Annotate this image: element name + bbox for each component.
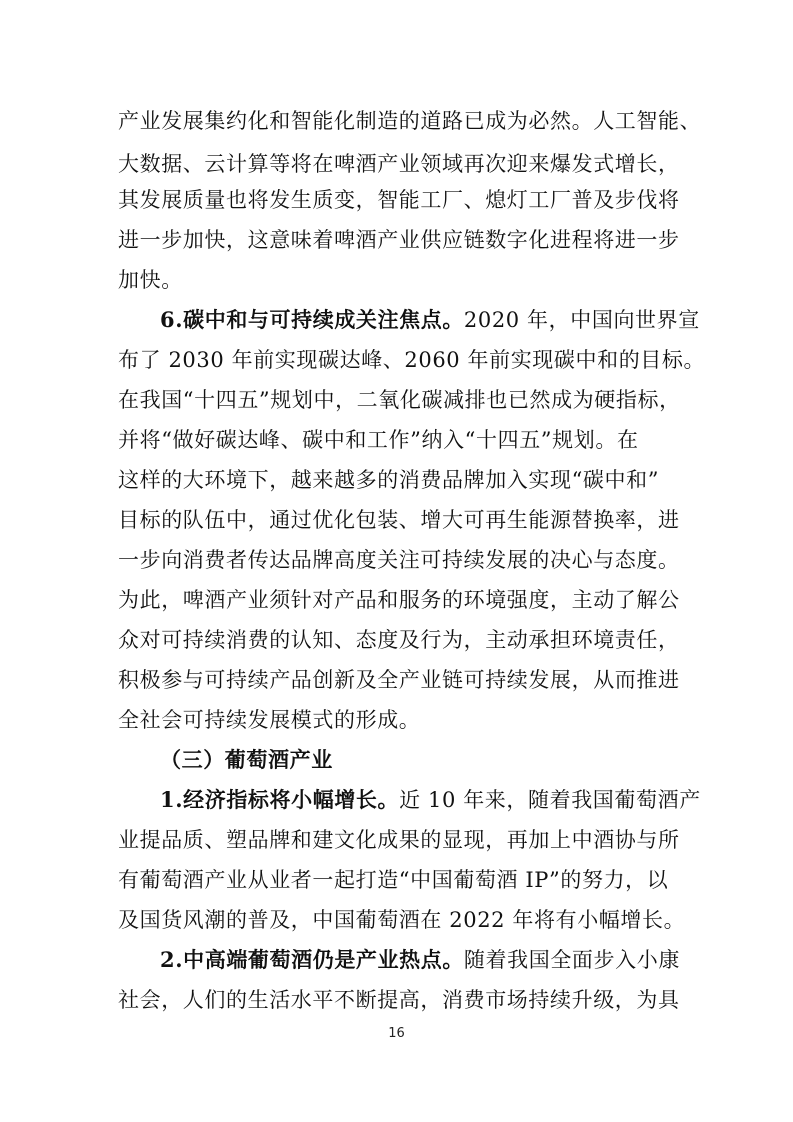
- line: 6.碳中和与可持续成关注焦点。2020 年，中国向世界宣: [160, 307, 700, 332]
- line: 并将“做好碳达峰、碳中和工作”纳入“十四五”规划。在: [118, 428, 639, 452]
- line: 为此，啤酒产业须针对产品和服务的环境强度，主动了解公: [118, 588, 680, 612]
- line: 产业发展集约化和智能化制造的道路已成为必然。人工智能、: [118, 109, 702, 133]
- line: 及国货风潮的普及，中国葡萄酒在 2022 年将有小幅增长。: [118, 908, 686, 932]
- line: 众对可持续消费的认知、态度及行为，主动承担环境责任，: [118, 628, 680, 652]
- line: 2.中高端葡萄酒仍是产业热点。随着我国全面步入小康: [160, 947, 680, 972]
- line: 1.经济指标将小幅增长。近 10 年来，随着我国葡萄酒产: [160, 787, 701, 812]
- line: 进一步加快，这意味着啤酒产业供应链数字化进程将进一步: [118, 228, 680, 252]
- line: 加快。: [118, 268, 183, 292]
- section-heading-2: 2.中高端葡萄酒仍是产业热点。: [160, 947, 464, 972]
- subsection-heading: （三）葡萄酒产业: [160, 747, 333, 772]
- line: 有葡萄酒产业从业者一起打造“中国葡萄酒 IP”的努力，以: [118, 868, 669, 892]
- line: 这样的大环境下，越来越多的消费品牌加入实现“碳中和”: [118, 468, 660, 492]
- line: 其发展质量也将发生质变，智能工厂、熄灯工厂普及步伐将: [118, 188, 680, 212]
- line: 全社会可持续发展模式的形成。: [118, 708, 421, 732]
- line: 业提品质、塑品牌和建文化成果的显现，再加上中酒协与所: [118, 828, 680, 852]
- line: 布了 2030 年前实现碳达峰、2060 年前实现碳中和的目标。: [118, 348, 706, 372]
- section-heading-6: 6.碳中和与可持续成关注焦点。: [160, 307, 464, 332]
- line: 积极参与可持续产品创新及全产业链可持续发展，从而推进: [118, 668, 680, 692]
- line: 目标的队伍中，通过优化包装、增大可再生能源替换率，进: [118, 508, 680, 532]
- page-number: 16: [388, 1026, 405, 1041]
- line: 大数据、云计算等将在啤酒产业领域再次迎来爆发式增长，: [118, 152, 680, 176]
- line: [160, 745, 333, 775]
- line: 一步向消费者传达品牌高度关注可持续发展的决心与态度。: [118, 548, 680, 572]
- section-heading-1: 1.经济指标将小幅增长。: [160, 787, 400, 812]
- line: 社会，人们的生活水平不断提高，消费市场持续升级，为具: [118, 988, 680, 1012]
- line: 在我国“十四五”规划中，二氧化碳减排也已然成为硬指标，: [118, 388, 681, 412]
